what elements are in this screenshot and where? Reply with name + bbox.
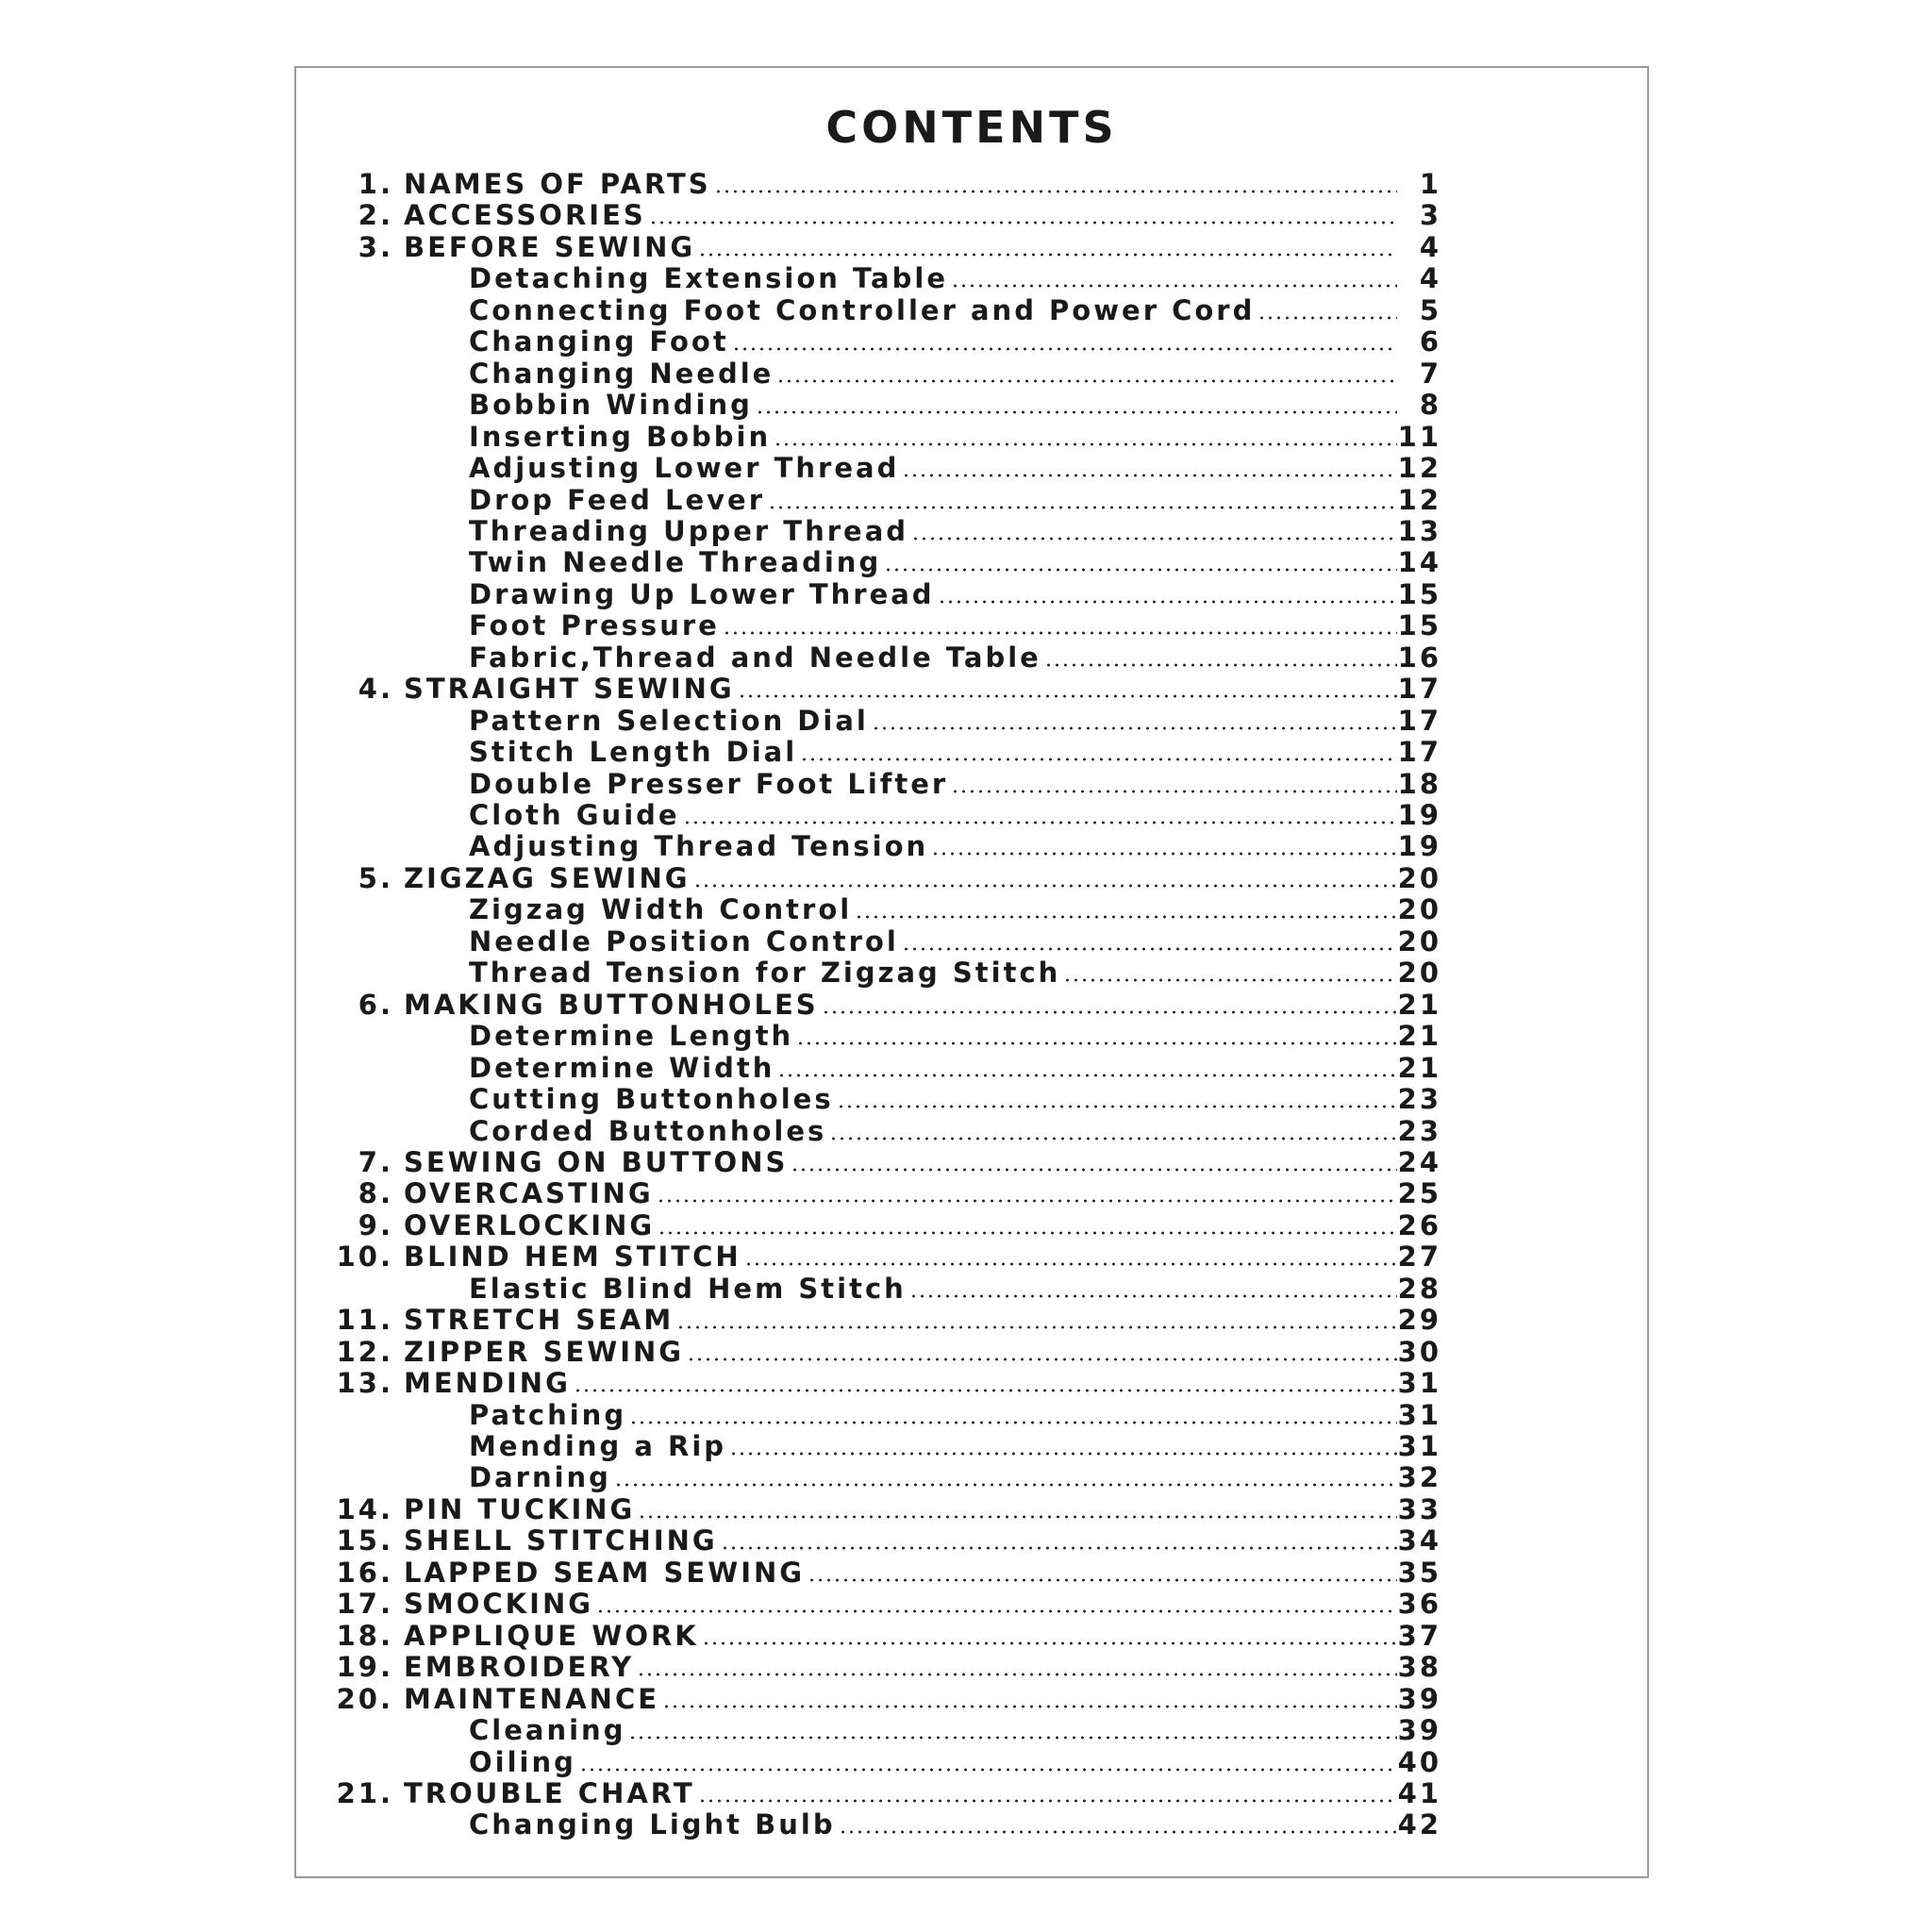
- toc-subentry[interactable]: [0, 546, 1932, 577]
- entry-page-number: 40: [1397, 1745, 1441, 1778]
- dot-leader: [872, 726, 1397, 730]
- entry-leader-line: [469, 641, 1397, 674]
- entry-page-number: 17: [1397, 704, 1441, 737]
- entry-page-number: 8: [1419, 389, 1441, 422]
- toc-subentry[interactable]: [0, 325, 1932, 357]
- entry-leader-line: [404, 1493, 1397, 1525]
- dot-leader: [614, 1483, 1397, 1487]
- entry-page-number: 38: [1397, 1651, 1441, 1684]
- dot-leader: [596, 1609, 1397, 1613]
- entry-label: Drawing Up Lower Thread: [469, 577, 935, 610]
- entry-leader-line: [404, 1146, 1397, 1178]
- entry-leader-line: [469, 1052, 1397, 1084]
- toc-subentry[interactable]: [0, 1052, 1932, 1083]
- toc-entry[interactable]: [0, 1209, 1932, 1241]
- dot-leader: [1044, 663, 1397, 667]
- entry-page-number: 25: [1397, 1177, 1441, 1210]
- entry-leader-line: [469, 546, 1397, 578]
- entry-page-number: 37: [1397, 1619, 1441, 1652]
- entry-leader-line: [404, 1367, 1397, 1399]
- entry-number: 10.: [336, 1241, 393, 1274]
- toc-entry[interactable]: [0, 1367, 1932, 1398]
- entry-leader-line: [469, 294, 1397, 326]
- dot-leader: [744, 1262, 1397, 1266]
- toc-subentry[interactable]: [0, 1746, 1932, 1777]
- entry-leader-line: [404, 1336, 1397, 1368]
- dot-leader: [738, 694, 1397, 698]
- entry-number: 12.: [336, 1335, 393, 1368]
- entry-page-number: 42: [1397, 1808, 1441, 1841]
- entry-leader-line: [469, 609, 1397, 641]
- entry-page-number: 17: [1397, 736, 1441, 769]
- entry-page-number: 13: [1397, 514, 1441, 547]
- dot-leader: [687, 1357, 1397, 1361]
- entry-label: Determine Width: [469, 1051, 775, 1084]
- entry-page-number: 30: [1397, 1335, 1441, 1368]
- entry-leader-line: [404, 1177, 1397, 1209]
- entry-page-number: 34: [1397, 1524, 1441, 1557]
- toc-entry[interactable]: [0, 1177, 1932, 1208]
- dot-leader: [723, 631, 1397, 635]
- toc-entry[interactable]: [0, 862, 1932, 893]
- dot-leader: [574, 1389, 1397, 1392]
- dot-leader: [776, 379, 1397, 383]
- toc-subentry[interactable]: [0, 421, 1932, 452]
- page-title: CONTENTS: [825, 102, 1118, 153]
- entry-label: Inserting Bobbin: [469, 420, 772, 453]
- entry-label: Changing Light Bulb: [469, 1808, 836, 1841]
- entry-leader-line: [404, 1304, 1397, 1336]
- entry-label: Corded Buttonholes: [469, 1114, 827, 1147]
- entry-label: Stitch Length Dial: [469, 736, 798, 769]
- entry-label: ACCESSORIES: [404, 199, 646, 232]
- entry-page-number: 27: [1397, 1241, 1441, 1274]
- entry-leader-line: [404, 862, 1397, 894]
- dot-leader: [938, 600, 1397, 604]
- dot-leader: [698, 253, 1397, 257]
- dot-leader: [732, 347, 1397, 351]
- entry-number: 20.: [336, 1682, 393, 1715]
- entry-page-number: 4: [1419, 262, 1441, 295]
- toc-subentry[interactable]: [0, 452, 1932, 483]
- entry-leader-line: [469, 1430, 1397, 1462]
- toc-subentry[interactable]: [0, 1083, 1932, 1114]
- toc-subentry[interactable]: [0, 515, 1932, 546]
- dot-leader: [662, 1705, 1397, 1708]
- entry-page-number: 31: [1397, 1367, 1441, 1400]
- toc-subentry[interactable]: [0, 925, 1932, 957]
- entry-label: Changing Needle: [469, 357, 774, 390]
- toc-entry[interactable]: [0, 1241, 1932, 1272]
- entry-number: 14.: [336, 1492, 393, 1525]
- entry-page-number: 7: [1419, 357, 1441, 390]
- entry-page-number: 31: [1397, 1430, 1441, 1462]
- entry-label: TROUBLE CHART: [404, 1776, 695, 1809]
- entry-number: 5.: [358, 861, 393, 894]
- dot-leader: [902, 474, 1397, 477]
- entry-page-number: 6: [1419, 325, 1441, 358]
- entry-page-number: 35: [1397, 1556, 1441, 1589]
- dot-leader: [800, 758, 1397, 761]
- toc-subentry[interactable]: [0, 1808, 1932, 1840]
- dot-leader: [714, 190, 1397, 193]
- entry-leader-line: [469, 1273, 1397, 1305]
- entry-leader-line: [404, 1209, 1397, 1241]
- entry-page-number: 5: [1419, 293, 1441, 326]
- entry-label: LAPPED SEAM SEWING: [404, 1556, 806, 1589]
- toc-subentry[interactable]: [0, 389, 1932, 420]
- toc-subentry[interactable]: [0, 641, 1932, 673]
- dot-leader: [1257, 316, 1397, 320]
- entry-leader-line: [469, 1461, 1397, 1493]
- entry-leader-line: [469, 484, 1397, 516]
- toc-entry[interactable]: [0, 1493, 1932, 1524]
- entry-page-number: 36: [1397, 1588, 1441, 1621]
- toc-entry[interactable]: [0, 199, 1932, 230]
- entry-leader-line: [404, 1620, 1397, 1652]
- dot-leader: [902, 947, 1397, 951]
- entry-page-number: 41: [1397, 1776, 1441, 1809]
- entry-leader-line: [469, 925, 1397, 958]
- entry-leader-line: [469, 421, 1397, 453]
- toc-entry[interactable]: [0, 1557, 1932, 1588]
- dot-leader: [951, 790, 1397, 793]
- toc-entry[interactable]: [0, 1304, 1932, 1335]
- toc-entry[interactable]: [0, 673, 1932, 704]
- dot-leader: [808, 1578, 1397, 1582]
- toc-entry[interactable]: [0, 1651, 1932, 1682]
- entry-page-number: 39: [1397, 1714, 1441, 1747]
- dot-leader: [729, 1452, 1397, 1456]
- dot-leader: [951, 284, 1397, 288]
- entry-label: Double Presser Foot Lifter: [469, 767, 949, 800]
- entry-leader-line: [404, 231, 1397, 263]
- entry-page-number: 17: [1397, 673, 1441, 706]
- entry-leader-line: [404, 168, 1397, 200]
- entry-label: Bobbin Winding: [469, 389, 753, 422]
- toc-entry[interactable]: [0, 1620, 1932, 1651]
- dot-leader: [657, 1199, 1397, 1203]
- entry-leader-line: [469, 578, 1397, 610]
- entry-leader-line: [404, 1683, 1397, 1715]
- dot-leader: [791, 1168, 1397, 1172]
- entry-number: 2.: [358, 199, 393, 232]
- dot-leader: [756, 410, 1397, 414]
- entry-label: Drop Feed Lever: [469, 483, 766, 516]
- dot-leader: [629, 1421, 1397, 1424]
- toc-entry[interactable]: [0, 1524, 1932, 1556]
- dot-leader: [839, 1830, 1397, 1834]
- entry-page-number: 29: [1397, 1304, 1441, 1337]
- toc-subentry[interactable]: [0, 893, 1932, 924]
- entry-number: 15.: [336, 1524, 393, 1557]
- entry-label: Changing Foot: [469, 325, 729, 358]
- entry-label: Mending a Rip: [469, 1430, 727, 1462]
- dot-leader: [884, 568, 1397, 572]
- entry-number: 9.: [358, 1208, 393, 1241]
- entry-page-number: 20: [1397, 957, 1441, 990]
- entry-number: 19.: [336, 1651, 393, 1684]
- entry-leader-line: [469, 358, 1397, 390]
- entry-number: 7.: [358, 1145, 393, 1178]
- entry-number: 11.: [336, 1304, 393, 1337]
- entry-number: 17.: [336, 1588, 393, 1621]
- entry-label: Needle Position Control: [469, 924, 899, 958]
- entry-page-number: 11: [1397, 420, 1441, 453]
- entry-label: Connecting Foot Controller and Power Cord: [469, 293, 1256, 326]
- dot-leader: [683, 821, 1397, 824]
- entry-label: Twin Needle Threading: [469, 546, 882, 579]
- entry-leader-line: [469, 1115, 1397, 1147]
- entry-page-number: 21: [1397, 988, 1441, 1021]
- entry-leader-line: [469, 325, 1397, 358]
- entry-label: Darning: [469, 1461, 611, 1494]
- entry-label: BEFORE SEWING: [404, 230, 696, 263]
- entry-page-number: 16: [1397, 641, 1441, 674]
- toc-subentry[interactable]: [0, 262, 1932, 293]
- entry-label: Patching: [469, 1398, 627, 1431]
- entry-leader-line: [404, 1524, 1397, 1557]
- entry-label: MENDING: [404, 1367, 571, 1400]
- entry-label: STRETCH SEAM: [404, 1304, 675, 1337]
- entry-number: 1.: [358, 168, 393, 200]
- entry-page-number: 39: [1397, 1682, 1441, 1715]
- entry-leader-line: [469, 1083, 1397, 1115]
- entry-label: Foot Pressure: [469, 609, 720, 642]
- entry-label: Oiling: [469, 1745, 576, 1778]
- toc-subentry[interactable]: [0, 799, 1932, 830]
- entry-label: SHELL STITCHING: [404, 1524, 718, 1557]
- entry-label: BLIND HEM STITCH: [404, 1241, 741, 1274]
- toc-subentry[interactable]: [0, 1399, 1932, 1430]
- entry-label: EMBROIDERY: [404, 1651, 635, 1684]
- toc-subentry[interactable]: [0, 358, 1932, 389]
- dot-leader: [702, 1641, 1397, 1645]
- entry-label: MAINTENANCE: [404, 1682, 660, 1715]
- dot-leader: [693, 884, 1397, 888]
- entry-page-number: 19: [1397, 799, 1441, 831]
- entry-page-number: 28: [1397, 1272, 1441, 1305]
- toc-entry[interactable]: [0, 168, 1932, 199]
- entry-leader-line: [469, 1020, 1397, 1052]
- entry-label: OVERLOCKING: [404, 1208, 656, 1241]
- entry-label: ZIPPER SEWING: [404, 1335, 685, 1368]
- entry-leader-line: [469, 1399, 1397, 1431]
- toc-subentry[interactable]: [0, 957, 1932, 988]
- dot-leader: [721, 1546, 1397, 1550]
- toc-entry[interactable]: [0, 1683, 1932, 1714]
- entry-number: 8.: [358, 1177, 393, 1210]
- toc-subentry[interactable]: [0, 705, 1932, 736]
- entry-leader-line: [469, 1808, 1397, 1840]
- entry-label: NAMES OF PARTS: [404, 168, 711, 200]
- entry-page-number: 32: [1397, 1461, 1441, 1494]
- dot-leader: [698, 1799, 1397, 1803]
- entry-page-number: 1: [1419, 168, 1441, 200]
- entry-leader-line: [469, 830, 1397, 862]
- entry-label: Pattern Selection Dial: [469, 704, 869, 737]
- toc-entry[interactable]: [0, 1146, 1932, 1177]
- toc-entry[interactable]: [0, 1336, 1932, 1367]
- toc-subentry[interactable]: [0, 484, 1932, 515]
- entry-number: 18.: [336, 1619, 393, 1652]
- entry-label: Detaching Extension Table: [469, 262, 948, 295]
- toc-subentry[interactable]: [0, 1273, 1932, 1304]
- dot-leader: [931, 852, 1397, 856]
- dot-leader: [911, 537, 1397, 541]
- entry-label: Thread Tension for Zigzag Stitch: [469, 957, 1061, 990]
- entry-label: Adjusting Thread Tension: [469, 830, 929, 863]
- entry-label: Adjusting Lower Thread: [469, 452, 900, 485]
- entry-page-number: 3: [1419, 199, 1441, 232]
- entry-page-number: 15: [1397, 609, 1441, 642]
- entry-page-number: 14: [1397, 546, 1441, 579]
- entry-leader-line: [469, 893, 1397, 925]
- entry-leader-line: [404, 1588, 1397, 1620]
- entry-leader-line: [469, 515, 1397, 547]
- entry-label: SEWING ON BUTTONS: [404, 1145, 789, 1178]
- toc-subentry[interactable]: [0, 1461, 1932, 1492]
- dot-leader: [1063, 978, 1397, 982]
- entry-page-number: 18: [1397, 767, 1441, 800]
- entry-label: STRAIGHT SEWING: [404, 673, 735, 706]
- dot-leader: [628, 1736, 1397, 1740]
- entry-leader-line: [469, 1746, 1397, 1778]
- entry-leader-line: [469, 736, 1397, 768]
- entry-page-number: 20: [1397, 861, 1441, 894]
- entry-label: Cloth Guide: [469, 799, 680, 831]
- dot-leader: [649, 221, 1397, 225]
- entry-leader-line: [469, 799, 1397, 831]
- toc-subentry[interactable]: [0, 768, 1932, 799]
- entry-number: 21.: [336, 1776, 393, 1809]
- dot-leader: [796, 1041, 1397, 1045]
- entry-page-number: 15: [1397, 577, 1441, 610]
- toc-subentry[interactable]: [0, 1714, 1932, 1745]
- toc-subentry[interactable]: [0, 1115, 1932, 1146]
- entry-label: Cleaning: [469, 1714, 626, 1747]
- toc-subentry[interactable]: [0, 609, 1932, 641]
- entry-label: APPLIQUE WORK: [404, 1619, 699, 1652]
- toc-subentry[interactable]: [0, 736, 1932, 767]
- dot-leader: [768, 506, 1397, 509]
- entry-label: MAKING BUTTONHOLES: [404, 988, 819, 1021]
- entry-page-number: 31: [1397, 1398, 1441, 1431]
- entry-page-number: 20: [1397, 924, 1441, 958]
- dot-leader: [774, 442, 1397, 446]
- toc-entry[interactable]: [0, 989, 1932, 1020]
- entry-leader-line: [404, 199, 1397, 231]
- entry-leader-line: [404, 1241, 1397, 1273]
- entry-page-number: 33: [1397, 1492, 1441, 1525]
- dot-leader: [637, 1673, 1397, 1676]
- entry-leader-line: [404, 1557, 1397, 1589]
- dot-leader: [909, 1294, 1397, 1298]
- dot-leader: [658, 1231, 1397, 1235]
- entry-number: 6.: [358, 988, 393, 1021]
- dot-leader: [777, 1074, 1397, 1077]
- dot-leader: [638, 1515, 1397, 1519]
- entry-page-number: 4: [1419, 230, 1441, 263]
- entry-number: 4.: [358, 673, 393, 706]
- entry-label: Cutting Buttonholes: [469, 1083, 834, 1116]
- entry-leader-line: [404, 673, 1397, 705]
- entry-page-number: 21: [1397, 1051, 1441, 1084]
- entry-page-number: 21: [1397, 1020, 1441, 1053]
- entry-leader-line: [469, 705, 1397, 737]
- dot-leader: [579, 1768, 1397, 1772]
- entry-leader-line: [469, 262, 1397, 294]
- entry-number: 16.: [336, 1556, 393, 1589]
- toc-entry[interactable]: [0, 231, 1932, 262]
- entry-leader-line: [469, 389, 1397, 421]
- entry-page-number: 23: [1397, 1114, 1441, 1147]
- dot-leader: [837, 1105, 1397, 1108]
- toc-subentry[interactable]: [0, 1020, 1932, 1051]
- entry-label: Elastic Blind Hem Stitch: [469, 1272, 907, 1305]
- entry-label: PIN TUCKING: [404, 1492, 636, 1525]
- entry-label: SMOCKING: [404, 1588, 594, 1621]
- dot-leader: [855, 915, 1397, 919]
- entry-label: Fabric,Thread and Needle Table: [469, 641, 1041, 674]
- entry-leader-line: [404, 1777, 1397, 1809]
- toc-subentry[interactable]: [0, 578, 1932, 609]
- entry-leader-line: [469, 452, 1397, 484]
- entry-leader-line: [469, 768, 1397, 800]
- dot-leader: [822, 1010, 1397, 1014]
- entry-leader-line: [404, 989, 1397, 1021]
- dot-leader: [676, 1325, 1397, 1329]
- entry-page-number: 23: [1397, 1083, 1441, 1116]
- toc-subentry[interactable]: [0, 294, 1932, 325]
- entry-page-number: 12: [1397, 483, 1441, 516]
- entry-leader-line: [469, 1714, 1397, 1746]
- entry-leader-line: [469, 957, 1397, 989]
- dot-leader: [829, 1137, 1397, 1141]
- toc-entry[interactable]: [0, 1777, 1932, 1808]
- entry-number: 13.: [336, 1367, 393, 1400]
- entry-leader-line: [404, 1651, 1397, 1683]
- entry-page-number: 20: [1397, 893, 1441, 926]
- entry-label: Zigzag Width Control: [469, 893, 853, 926]
- entry-page-number: 12: [1397, 452, 1441, 485]
- toc-entry[interactable]: [0, 1588, 1932, 1619]
- entry-page-number: 19: [1397, 830, 1441, 863]
- entry-number: 3.: [358, 230, 393, 263]
- entry-label: OVERCASTING: [404, 1177, 654, 1210]
- entry-page-number: 24: [1397, 1145, 1441, 1178]
- entry-label: Threading Upper Thread: [469, 514, 909, 547]
- toc-subentry[interactable]: [0, 830, 1932, 861]
- entry-label: Determine Length: [469, 1020, 794, 1053]
- entry-page-number: 26: [1397, 1208, 1441, 1241]
- toc-subentry[interactable]: [0, 1430, 1932, 1461]
- entry-label: ZIGZAG SEWING: [404, 861, 691, 894]
